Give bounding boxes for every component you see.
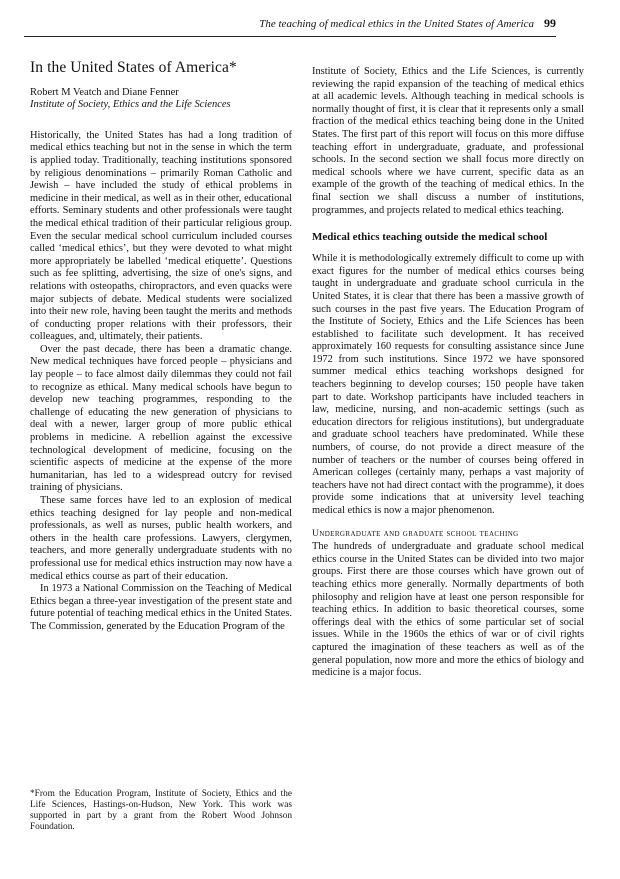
article-title: In the United States of America* [30, 59, 237, 76]
subsection-heading: Undergraduate and graduate school teaching [312, 528, 519, 539]
left-column [30, 59, 292, 634]
right-column [312, 66, 584, 680]
running-head-title: The teaching of medical ethics in the United States of America [259, 18, 534, 30]
body-paragraph: These same forces have led to an explosion of medical ethics teaching designed for lay people and non-medical professionals, as well as nurses, public health workers, and others in the health care professions. Lawyers, clergymen, teachers, and more generally undergraduate students with no professional use for medical ethics instruction may now have a medical ethics course as part of their education. [30, 495, 292, 582]
body-paragraph: Historically, the United States has had a long tradition of medical ethics teaching but not in the sense in which the term is applied today. Traditionally, teaching institutions sponsored by religious denominations – primarily Roman Catholic and Jewish – have included the study of ethical problems in medicine in their medical, as well as in their other, educational efforts. Seminary students and other professionals were taught the medical ethical tradition of their particular religious group. Even the secular medical school curriculum included courses called ‘medical ethics’, but they were devoted to what might more appropriately be labelled ‘medical etiquette’. Questions such as fee splitting, advertising, the size of one's signs, and relations with osteopaths, chiropractors, and even quacks were major subjects of debate. Medical students were socialized into their new role, having been taught the merits and methods of conducting proper relations with their professors, their colleagues, and, ultimately, their patients. [30, 129, 292, 343]
page-number: 99 [544, 16, 556, 30]
article-affiliation: Institute of Society, Ethics and the Life Sciences [30, 99, 231, 111]
body-paragraph: The hundreds of undergraduate and graduate school medical ethics course in the United States can be divided into two major groups. First there are those courses which have grown out of teaching ethics more generally. Normally departments of both philosophy and religion have at least one person responsible for teaching ethics. In addition to basic theoretical courses, some offerings deal with the ethics of some particular set of social issues. While in the 1960s the ethics of war or of civil rights captured the imagination of these teachers as well as of the general population, now more and more the ethics of biology and medicine is a major focus. [312, 541, 584, 679]
running-head [24, 16, 556, 37]
body-paragraph: While it is methodologically extremely difficult to come up with exact figures for the number of medical ethics courses being taught in undergraduate and graduate school curricula in the United States, it is clear that there has been a massive growth of such courses in the past five years. The Education Program of the Institute of Society, Ethics and the Life Sciences has been established to facilitate such development. It has received approximately 160 requests for consulting assistance since June 1972 from such institutions. Since 1972 we have sponsored summer medical ethics teaching workshops designed for teachers beginning to develop courses; 150 people have taken part to date. Workshop participants have included teachers in law, medicine, nursing, and non-academic settings (such as education directors for religious institutions), but undergraduate and graduate school teachers have predominated. While these numbers, of course, do not provide a direct measure of the number of teachers or the number of courses being offered in American colleges (certainly many, perhaps a vast majority of teachers have not had direct contact with the programme), it does provide some indications that at university level teaching medical ethics is now a major phenomenon. [312, 253, 584, 516]
body-paragraph: Institute of Society, Ethics and the Life Sciences, is currently reviewing the rapid expansion of the teaching of medical ethics at all academic levels. Although teaching in medical schools is normally thought of first, it is clear that it represents only a small fraction of the medical ethics teaching being done in the United States. The first part of this report will focus on this more diffuse teaching effort in undergraduate, graduate, and professional schools. In the second section we shall focus more directly on medical schools where we have current, specific data as an example of the growth of the teaching of medical ethics. In the final section we shall discuss a number of institutions, programmes, and projects related to medical ethics teaching. [312, 66, 584, 216]
body-paragraph: Over the past decade, there has been a dramatic change. New medical techniques have forced people – physicians and lay people – to face almost daily dilemmas they could not fail to recognize as ethical. Many medical schools have begun to develop new teaching programmes, responding to the challenge of educating the new generation of physicians to deal with a newer, larger group of more public ethical problems in medicine. A rebellion against the excessive technological development of medicine, focusing on the scientific aspects of medicine at the expense of the more humanitarian, has led to a widespread outcry for revised training of physicians. [30, 343, 292, 494]
body-paragraph: In 1973 a National Commission on the Teaching of Medical Ethics began a three-year investigation of the present state and future potential of teaching medical ethics in the United States. The Commission, generated by the Education Program of the [30, 583, 292, 632]
article-authors: Robert M Veatch and Diane Fenner [30, 86, 179, 98]
section-heading: Medical ethics teaching outside the medical school [312, 231, 548, 244]
footnote: *From the Education Program, Institute of Society, Ethics and the Life Sciences, Hastings-on-Hudson, New York. This work was supported in part by a grant from the Robert Wood Johnson Foundation. [30, 789, 292, 832]
